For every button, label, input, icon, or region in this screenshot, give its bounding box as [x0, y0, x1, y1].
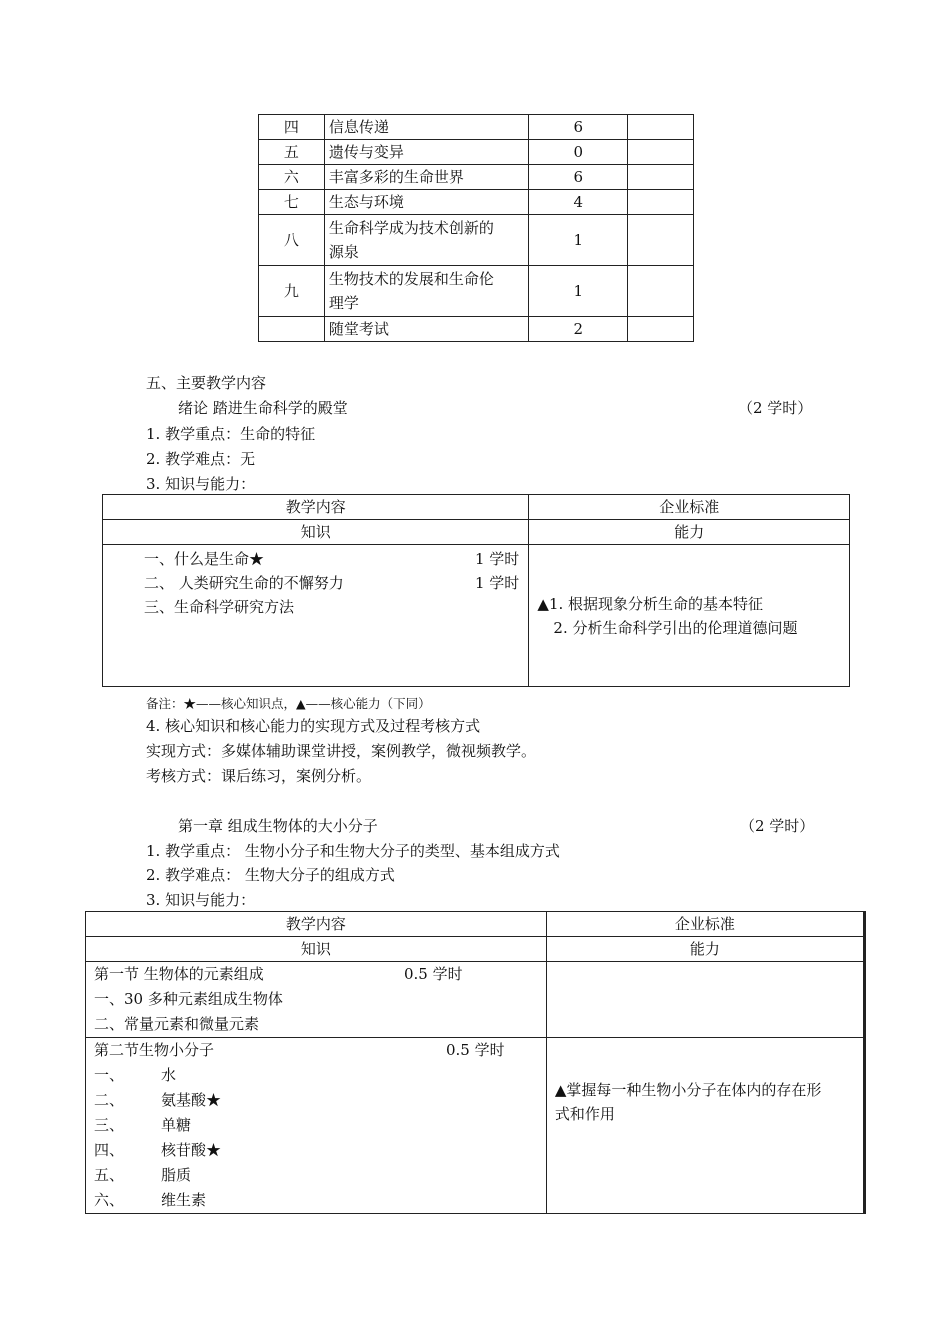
list-item — [94, 1088, 542, 1113]
chapter-num: 六 — [259, 165, 325, 190]
list-item — [94, 1163, 542, 1188]
chapter-key-point: 1. 教学重点： 生物小分子和生物大分子的类型、基本组成方式 — [146, 842, 560, 860]
chapter-title: 第一章 组成生物体的大小分子 — [178, 817, 378, 835]
section-title: 第二节生物小分子 — [94, 1041, 215, 1059]
chapter-hours: 1 — [529, 215, 628, 266]
chapter-hours: 4 — [529, 190, 628, 215]
list-item-num: 三、 — [94, 1116, 125, 1134]
table-row — [86, 912, 865, 937]
section-title: 第一节 生物体的元素组成 — [94, 965, 264, 983]
table-row — [259, 165, 694, 190]
chapter-extra — [628, 165, 694, 190]
header-teaching-content: 教学内容 — [86, 912, 547, 937]
chapter-topic-line: 生物技术的发展和生命伦 — [328, 270, 494, 288]
knowledge-item: 二、 人类研究生命的不懈努力 — [144, 574, 344, 592]
list-item-num: 四、 — [94, 1141, 125, 1159]
ability-cell — [546, 962, 864, 1038]
chapter-topic: 丰富多彩的生命世界 — [324, 165, 528, 190]
chapter-topic — [324, 215, 528, 266]
list-item-num: 五、 — [94, 1166, 125, 1184]
chapter-extra — [628, 140, 694, 165]
chapter-topic: 信息传递 — [324, 115, 528, 140]
implementation-method: 实现方式：多媒体辅助课堂讲授，案例教学，微视频教学。 — [146, 742, 537, 760]
knowledge-item: 一、什么是生命★ — [144, 550, 265, 568]
list-item — [94, 1063, 542, 1088]
intro-knowledge-ability: 3. 知识与能力： — [146, 475, 256, 493]
intro-hours: （2 学时） — [738, 399, 813, 417]
table-row — [86, 962, 865, 1038]
table-row — [259, 215, 694, 266]
chapter1-content-table — [85, 911, 866, 1214]
section-heading: 五、主要教学内容 — [146, 374, 267, 392]
table-row — [103, 495, 850, 520]
chapter-hours: 6 — [529, 165, 628, 190]
table-row — [86, 937, 865, 962]
ability-item-line: 式和作用 — [554, 1105, 615, 1123]
chapter-extra — [628, 266, 694, 317]
knowledge-cell — [103, 545, 529, 687]
chapter-topic — [324, 266, 528, 317]
chapter-hours: 6 — [529, 115, 628, 140]
ability-item: ▲1. 根据现象分析生命的基本特征 — [537, 595, 764, 613]
ability-item: 2. 分析生命科学引出的伦理道德问题 — [553, 619, 798, 637]
chapter-extra — [628, 215, 694, 266]
chapter-extra — [628, 115, 694, 140]
header-enterprise-standard: 企业标准 — [546, 912, 864, 937]
table-row — [259, 317, 694, 342]
knowledge-cell — [86, 962, 547, 1038]
table-row — [259, 266, 694, 317]
knowledge-item-hours: 1 学时 — [475, 550, 520, 568]
chapter-num: 五 — [259, 140, 325, 165]
knowledge-item-hours: 1 学时 — [475, 574, 520, 592]
knowledge-item: 三、生命科学研究方法 — [144, 598, 295, 616]
table-row — [259, 190, 694, 215]
chapter-topic: 随堂考试 — [324, 317, 528, 342]
section-hours: 0.5 学时 — [446, 1041, 505, 1059]
list-item-text: 氨基酸★ — [161, 1091, 222, 1109]
header-ability: 能力 — [529, 520, 850, 545]
header-teaching-content: 教学内容 — [103, 495, 529, 520]
chapter-num: 四 — [259, 115, 325, 140]
chapter-hours: 2 — [529, 317, 628, 342]
intro-title: 绪论 踏进生命科学的殿堂 — [178, 399, 348, 417]
list-item-num: 一、 — [94, 1066, 125, 1084]
chapter-topic: 生态与环境 — [324, 190, 528, 215]
chapter-hours: 0 — [529, 140, 628, 165]
chapter-num: 七 — [259, 190, 325, 215]
ability-cell — [546, 1038, 864, 1214]
list-item — [94, 1113, 542, 1138]
knowledge-item: 一、30 多种元素组成生物体 — [94, 990, 283, 1008]
chapter-topic: 遗传与变异 — [324, 140, 528, 165]
chapter-extra — [628, 190, 694, 215]
chapter-num: 九 — [259, 266, 325, 317]
chapter-knowledge-ability: 3. 知识与能力： — [146, 891, 256, 909]
chapter-hours: （2 学时） — [740, 817, 815, 835]
ability-cell — [529, 545, 850, 687]
implementation-heading: 4. 核心知识和核心能力的实现方式及过程考核方式 — [146, 717, 481, 735]
list-item-text: 核苷酸★ — [161, 1141, 222, 1159]
table-row — [103, 545, 850, 687]
chapter-topic-line: 源泉 — [328, 243, 359, 261]
list-item — [94, 1188, 542, 1213]
ability-item-line: ▲掌握每一种生物小分子在体内的存在形 — [554, 1081, 822, 1099]
list-item-text: 单糖 — [161, 1116, 192, 1134]
list-item — [94, 1138, 542, 1163]
knowledge-cell — [86, 1038, 547, 1214]
table-row — [259, 140, 694, 165]
chapter-topic-line: 理学 — [328, 294, 359, 312]
chapter-difficulty: 2. 教学难点： 生物大分子的组成方式 — [146, 866, 395, 884]
table-row — [259, 115, 694, 140]
section-hours: 0.5 学时 — [404, 965, 463, 983]
list-item-num: 二、 — [94, 1091, 125, 1109]
hours-table — [258, 114, 694, 342]
chapter-topic-line: 生命科学成为技术创新的 — [328, 219, 494, 237]
intro-difficulty: 2. 教学难点：无 — [146, 450, 256, 468]
list-item-num: 六、 — [94, 1191, 125, 1209]
chapter-num — [259, 317, 325, 342]
table-row — [103, 520, 850, 545]
list-item-text: 脂质 — [161, 1166, 192, 1184]
assessment-method: 考核方式：课后练习，案例分析。 — [146, 767, 372, 785]
header-knowledge: 知识 — [86, 937, 547, 962]
header-ability: 能力 — [546, 937, 864, 962]
knowledge-item: 二、常量元素和微量元素 — [94, 1015, 260, 1033]
chapter-num: 八 — [259, 215, 325, 266]
header-enterprise-standard: 企业标准 — [529, 495, 850, 520]
list-item-text: 水 — [161, 1066, 177, 1084]
list-item-text: 维生素 — [161, 1191, 207, 1209]
chapter-hours: 1 — [529, 266, 628, 317]
intro-key-point: 1. 教学重点：生命的特征 — [146, 425, 316, 443]
legend-note: 备注：★——核心知识点，▲——核心能力（下同） — [146, 696, 431, 711]
header-knowledge: 知识 — [103, 520, 529, 545]
intro-content-table — [102, 494, 850, 687]
chapter-extra — [628, 317, 694, 342]
table-row — [86, 1038, 865, 1214]
